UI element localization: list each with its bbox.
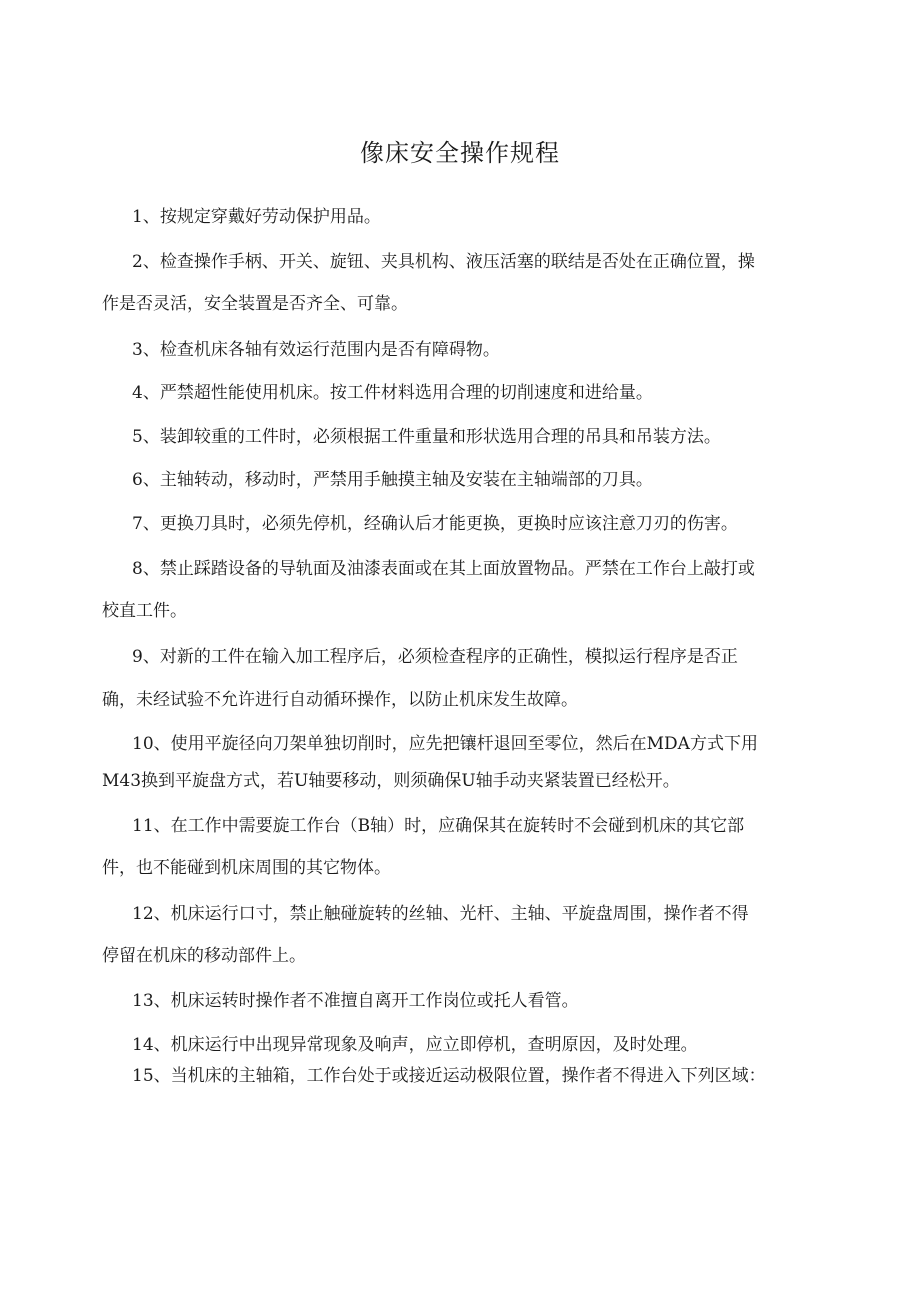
item-14-line-1: 14、机床运行中出现异常现象及响声，应立即停机，查明原因，及时处理。 <box>132 1035 698 1055</box>
item-3-line-1: 3、检查机床各轴有效运行范围内是否有障碍物。 <box>132 340 500 360</box>
item-4-line-1: 4、严禁超性能使用机床。按工件材料选用合理的切削速度和进给量。 <box>132 383 653 403</box>
item-10-line-2: M43换到平旋盘方式，若U轴要移动，则须确保U轴手动夹紧装置已经松开。 <box>102 771 680 791</box>
item-12-line-1: 12、机床运行口寸，禁止触碰旋转的丝轴、光杆、主轴、平旋盘周围，操作者不得 <box>132 904 749 924</box>
item-1-line-1: 1、按规定穿戴好劳动保护用品。 <box>132 207 381 227</box>
item-10-line-1: 10、使用平旋径向刀架单独切削时，应先把镶杆退回至零位，然后在MDA方式下用 <box>132 734 758 754</box>
item-11-line-2: 件，也不能碰到机床周围的其它物体。 <box>102 858 391 878</box>
item-6-line-1: 6、主轴转动，移动时，严禁用手触摸主轴及安装在主轴端部的刀具。 <box>132 470 653 490</box>
item-11-line-1: 11、在工作中需要旋工作台（B轴）时，应确保其在旋转时不会碰到机床的其它部 <box>132 816 745 836</box>
item-9-line-2: 确，未经试验不允许进行自动循环操作，以防止机床发生故障。 <box>102 690 578 710</box>
item-8-line-2: 校直工件。 <box>102 601 187 621</box>
item-7-line-1: 7、更换刀具时，必须先停机，经确认后才能更换，更换时应该注意刀刃的伤害。 <box>132 514 738 534</box>
item-2-line-1: 2、检查操作手柄、开关、旋钮、夹具机构、液压活塞的联结是否处在正确位置，操 <box>132 252 755 272</box>
item-8-line-1: 8、禁止踩踏设备的导轨面及油漆表面或在其上面放置物品。严禁在工作台上敲打或 <box>132 559 755 579</box>
item-9-line-1: 9、对新的工件在输入加工程序后，必须检查程序的正确性，模拟运行程序是否正 <box>132 647 738 667</box>
item-5-line-1: 5、装卸较重的工件时，必须根据工件重量和形状选用合理的吊具和吊装方法。 <box>132 427 721 447</box>
item-12-line-2: 停留在机床的移动部件上。 <box>102 946 306 966</box>
item-2-line-2: 作是否灵活，安全装置是否齐全、可靠。 <box>102 294 408 314</box>
item-15-line-1: 15、当机床的主轴箱，工作台处于或接近运动极限位置，操作者不得进入下列区域： <box>132 1066 766 1086</box>
page-title: 像床安全操作规程 <box>360 139 560 167</box>
item-13-line-1: 13、机床运转时操作者不准擅自离开工作岗位或托人看管。 <box>132 991 579 1011</box>
